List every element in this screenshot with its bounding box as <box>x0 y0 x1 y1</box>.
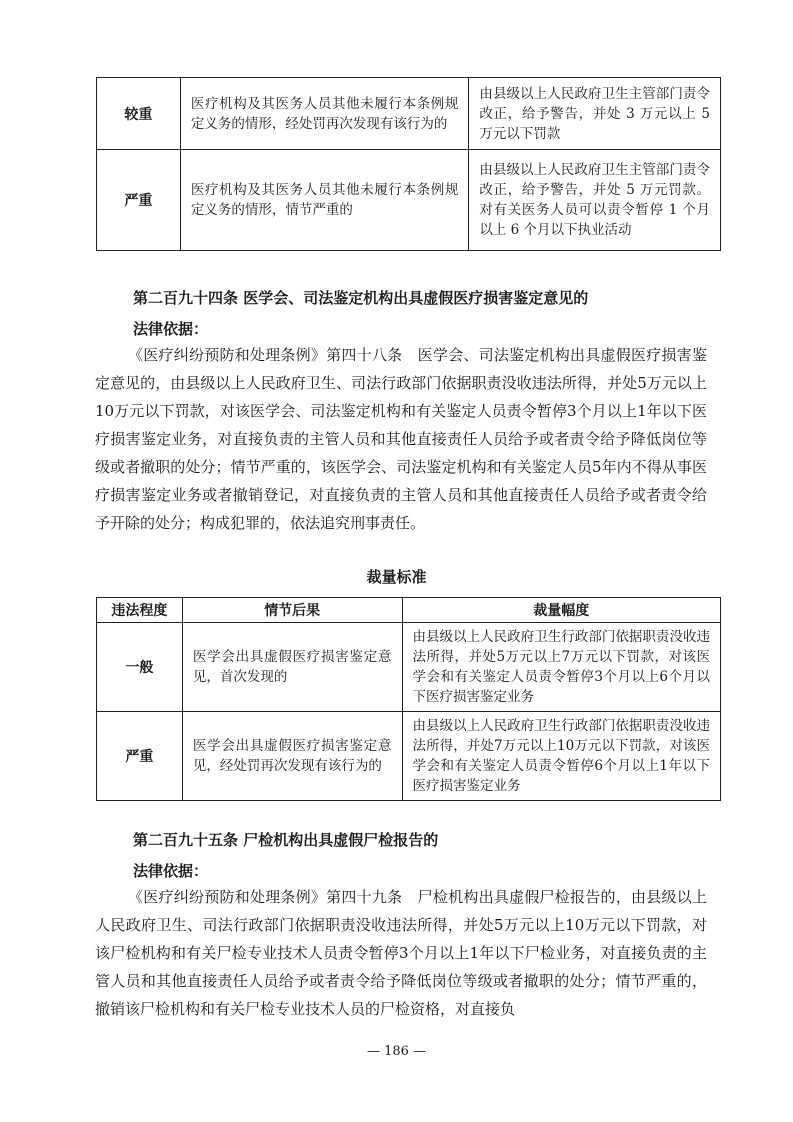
page-number: — 186 — <box>366 1044 427 1059</box>
degree-cell: 严重 <box>97 712 183 801</box>
article-294-basis-text: 《医疗纠纷预防和处理条例》第四十八条 医学会、司法鉴定机构出具虚假医疗损害鉴定意见的，由县级以上人民政府卫生、司法行政部门依据职责没收违法所得，并处5万元以上10万元以下罚款，对该医学会、司法鉴定机构和有关鉴定人员责令暂停3个月以上1年以下医疗损害鉴定业务，对直接负责的主管人员和其他直接责任人员给予或者责令给予降低岗位等级或者撤职的处分；情节严重的，该医学会、司法鉴定机构和有关鉴定人员5年内不得从事医疗损害鉴定业务或者撤销登记，对直接负责的主管人员和其他直接责任人员给予或者责令给予开除的处分；构成犯罪的，依法追究刑事责任。 <box>95 346 707 532</box>
article-294-title: 第二百九十四条 医学会、司法鉴定机构出具虚假医疗损害鉴定意见的 <box>133 289 589 307</box>
circumstance-cell: 医疗机构及其医务人员其他未履行本条例规定义务的情形，情节严重的 <box>180 150 469 251</box>
header-degree: 违法程度 <box>97 598 183 623</box>
penalty-cell: 由县级以上人民政府卫生主管部门责令改正，给予警告，并处 5 万元罚款。对有关医务人员可以责令暂停 1 个月以上 6 个月以下执业活动 <box>469 150 721 251</box>
circumstance-cell: 医疗机构及其医务人员其他未履行本条例规定义务的情形，经处罚再次发现有该行为的 <box>180 78 469 150</box>
article-295-basis-label: 法律依据： <box>133 862 209 880</box>
header-circumstance: 情节后果 <box>182 598 402 623</box>
discretion-standard-title: 裁量标准 <box>366 568 427 586</box>
penalty-cell: 由县级以上人民政府卫生行政部门依据职责没收违法所得，并处7万元以上10万元以下罚款，对该医学会和有关鉴定人员责令暂停6个月以上1年以下医疗损害鉴定业务 <box>402 712 720 801</box>
table-row <box>97 78 721 150</box>
penalty-table-continued <box>96 77 721 251</box>
circumstance-cell: 医学会出具虚假医疗损害鉴定意见，首次发现的 <box>182 623 402 712</box>
table-header-row <box>97 598 721 623</box>
degree-cell: 一般 <box>97 623 183 712</box>
article-295-title: 第二百九十五条 尸检机构出具虚假尸检报告的 <box>133 831 439 849</box>
circumstance-cell: 医学会出具虚假医疗损害鉴定意见，经处罚再次发现有该行为的 <box>182 712 402 801</box>
table-row <box>97 150 721 251</box>
penalty-cell: 由县级以上人民政府卫生主管部门责令改正，给予警告，并处 3 万元以上 5 万元以下罚款 <box>469 78 721 150</box>
table-row <box>97 623 721 712</box>
degree-cell: 严重 <box>97 150 181 251</box>
discretion-table <box>96 597 721 801</box>
penalty-cell: 由县级以上人民政府卫生行政部门依据职责没收违法所得，并处5万元以上7万元以下罚款，对该医学会和有关鉴定人员责令暂停3个月以上6个月以下医疗损害鉴定业务 <box>402 623 720 712</box>
article-295-basis-text: 《医疗纠纷预防和处理条例》第四十九条 尸检机构出具虚假尸检报告的，由县级以上人民政府卫生、司法行政部门依据职责没收违法所得，并处5万元以上10万元以下罚款，对该尸检机构和有关尸检专业技术人员责令暂停3个月以上1年以下尸检业务，对直接负责的主管人员和其他直接责任人员给予或者责令给予降低岗位等级或者撤职的处分；情节严重的，撤销该尸检机构和有关尸检专业技术人员的尸检资格，对直接负 <box>95 888 707 1018</box>
header-penalty: 裁量幅度 <box>402 598 720 623</box>
table-row <box>97 712 721 801</box>
degree-cell: 较重 <box>97 78 181 150</box>
article-294-basis-label: 法律依据： <box>133 320 209 338</box>
